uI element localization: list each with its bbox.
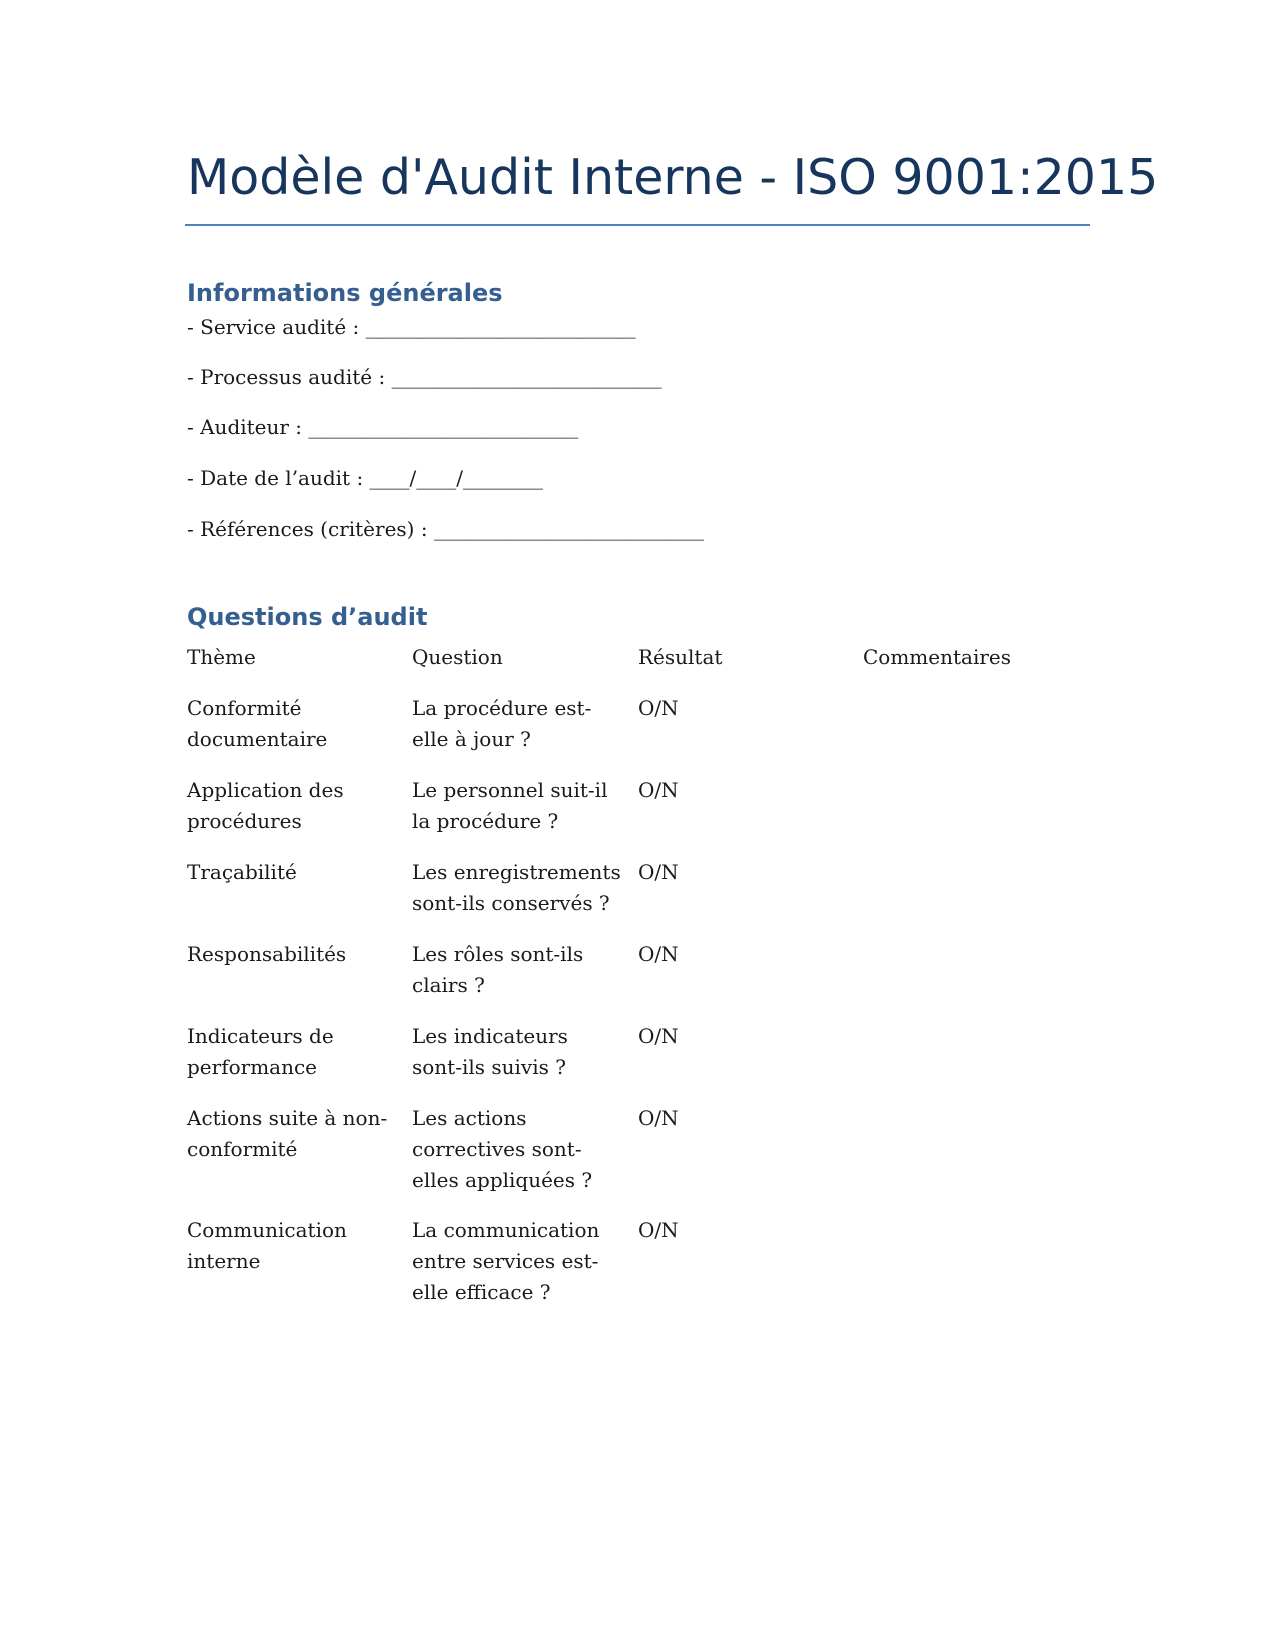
question-cell: Les rôles sont-ils clairs ?	[412, 942, 584, 997]
title-underline	[185, 224, 1090, 226]
info-line-date: - Date de l’audit : ____/____/________	[187, 466, 544, 490]
theme-cell: Indicateurs de performance	[187, 1024, 334, 1079]
column-header-comments: Commentaires	[863, 645, 1012, 669]
info-line-references: - Références (critères) : ___________________________	[187, 517, 704, 541]
question-cell: Les indicateurs sont-ils suivis ?	[412, 1024, 568, 1079]
audit-questions-heading: Questions d’audit	[187, 603, 428, 631]
result-cell: O/N	[638, 1024, 679, 1048]
theme-cell: Communication interne	[187, 1218, 347, 1273]
result-cell: O/N	[638, 778, 679, 802]
column-header-result: Résultat	[638, 645, 723, 669]
result-cell: O/N	[638, 860, 679, 884]
general-info-heading: Informations générales	[187, 279, 503, 307]
question-cell: La communication entre services est-elle efficace ?	[412, 1218, 600, 1304]
theme-cell: Application des procédures	[187, 778, 344, 833]
column-header-theme: Thème	[187, 645, 256, 669]
info-line-auditor: - Auditeur : ___________________________	[187, 415, 579, 439]
column-header-question: Question	[412, 645, 503, 669]
theme-cell: Responsabilités	[187, 942, 347, 966]
document-title: Modèle d'Audit Interne - ISO 9001:2015	[187, 149, 1159, 206]
result-cell: O/N	[638, 1218, 679, 1242]
result-cell: O/N	[638, 696, 679, 720]
theme-cell: Actions suite à non-conformité	[187, 1106, 388, 1161]
info-line-service: - Service audité : ___________________________	[187, 315, 636, 339]
question-cell: La procédure est-elle à jour ?	[412, 696, 592, 751]
result-cell: O/N	[638, 942, 679, 966]
question-cell: Le personnel suit-il la procédure ?	[412, 778, 608, 833]
theme-cell: Conformité documentaire	[187, 696, 328, 751]
question-cell: Les enregistrements sont-ils conservés ?	[412, 860, 621, 915]
info-line-process: - Processus audité : ___________________________	[187, 365, 662, 389]
question-cell: Les actions correctives sont-elles appliquées ?	[412, 1106, 593, 1192]
result-cell: O/N	[638, 1106, 679, 1130]
theme-cell: Traçabilité	[187, 860, 297, 884]
